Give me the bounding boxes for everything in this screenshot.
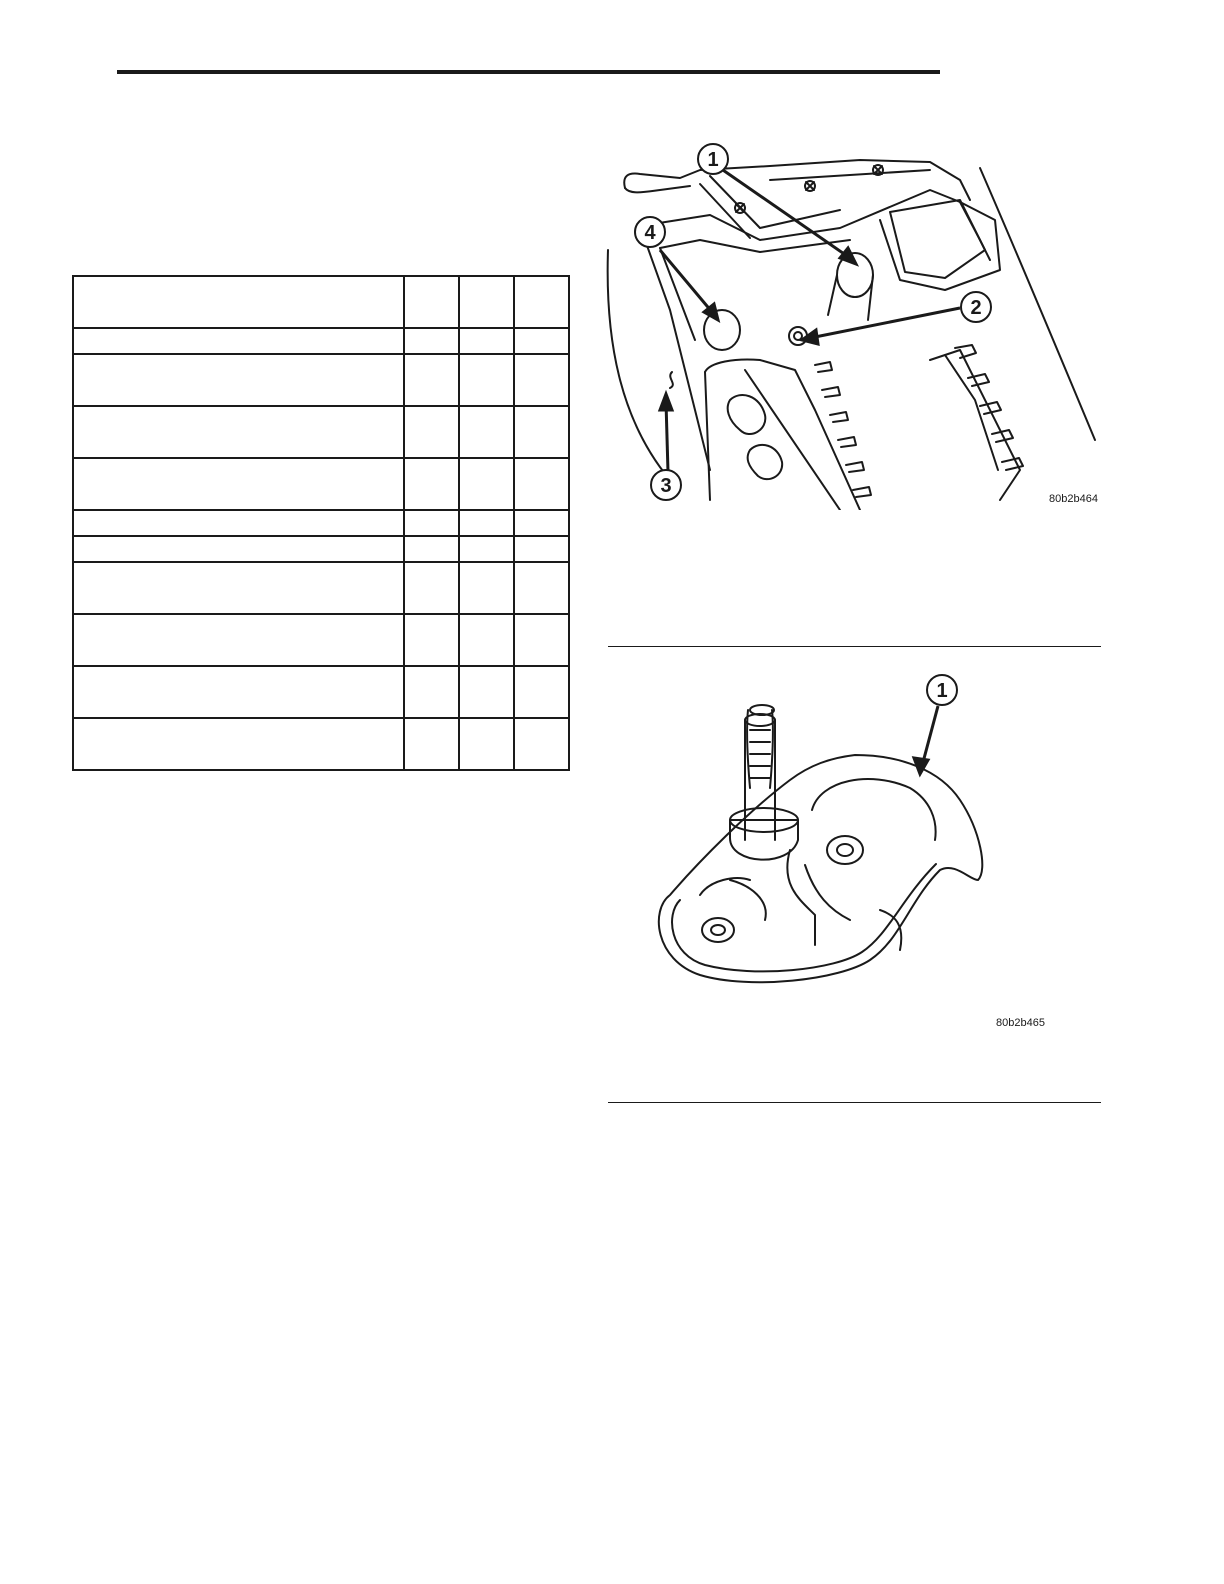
table-cell xyxy=(404,614,459,666)
table-cell xyxy=(459,276,514,328)
table-cell xyxy=(404,536,459,562)
frame-right-edge xyxy=(980,168,1095,440)
table-row xyxy=(73,510,569,536)
table-cell xyxy=(514,536,569,562)
table-row xyxy=(73,666,569,718)
figure-1-illustration xyxy=(600,140,1100,510)
table-cell xyxy=(514,354,569,406)
table-cell xyxy=(459,614,514,666)
table-cell xyxy=(404,458,459,510)
specification-table xyxy=(72,275,570,771)
table-cell xyxy=(514,614,569,666)
table-cell xyxy=(459,458,514,510)
table-row xyxy=(73,614,569,666)
table-cell xyxy=(459,406,514,458)
table-cell xyxy=(459,328,514,354)
table-cell xyxy=(73,328,404,354)
table-row xyxy=(73,276,569,328)
figure-2-bottom-rule xyxy=(608,1102,1101,1103)
table-cell xyxy=(404,328,459,354)
table-cell xyxy=(459,354,514,406)
table-cell xyxy=(514,406,569,458)
table-cell xyxy=(459,536,514,562)
table-row xyxy=(73,718,569,770)
table-row xyxy=(73,562,569,614)
table-cell xyxy=(73,276,404,328)
figure-2-illustration xyxy=(640,670,1000,1000)
figure-1-callout-2: 2 xyxy=(970,297,982,319)
figure-1-callout-4: 4 xyxy=(644,222,656,244)
table-row xyxy=(73,458,569,510)
table-cell xyxy=(514,276,569,328)
figure-1-code: 80b2b464 xyxy=(1049,493,1098,505)
table-cell xyxy=(514,718,569,770)
figure-1-callout-1: 1 xyxy=(707,149,719,171)
table-cell xyxy=(514,510,569,536)
table-cell xyxy=(514,666,569,718)
table-cell xyxy=(73,718,404,770)
table-cell xyxy=(404,666,459,718)
figure-2-code: 80b2b465 xyxy=(996,1017,1045,1029)
table-row xyxy=(73,328,569,354)
table-cell xyxy=(404,276,459,328)
table-cell xyxy=(73,666,404,718)
table-cell xyxy=(459,718,514,770)
table-cell xyxy=(404,510,459,536)
table-row xyxy=(73,406,569,458)
table-cell xyxy=(404,406,459,458)
figure-1-bottom-rule xyxy=(608,646,1101,647)
table-cell xyxy=(404,718,459,770)
table-cell xyxy=(73,458,404,510)
table-cell xyxy=(459,562,514,614)
table-cell xyxy=(459,666,514,718)
figure-1-callout-3: 3 xyxy=(660,475,672,497)
table-cell xyxy=(73,614,404,666)
table-cell xyxy=(73,354,404,406)
table-cell xyxy=(404,562,459,614)
table-cell xyxy=(514,458,569,510)
table-row xyxy=(73,536,569,562)
table-cell xyxy=(73,406,404,458)
table-cell xyxy=(514,328,569,354)
table-cell xyxy=(514,562,569,614)
table-cell xyxy=(459,510,514,536)
table-cell xyxy=(73,536,404,562)
figure-2-callout-1: 1 xyxy=(936,680,948,702)
table-row xyxy=(73,354,569,406)
table-cell xyxy=(404,354,459,406)
page-header-rule xyxy=(117,70,940,74)
table-cell xyxy=(73,510,404,536)
table-cell xyxy=(73,562,404,614)
